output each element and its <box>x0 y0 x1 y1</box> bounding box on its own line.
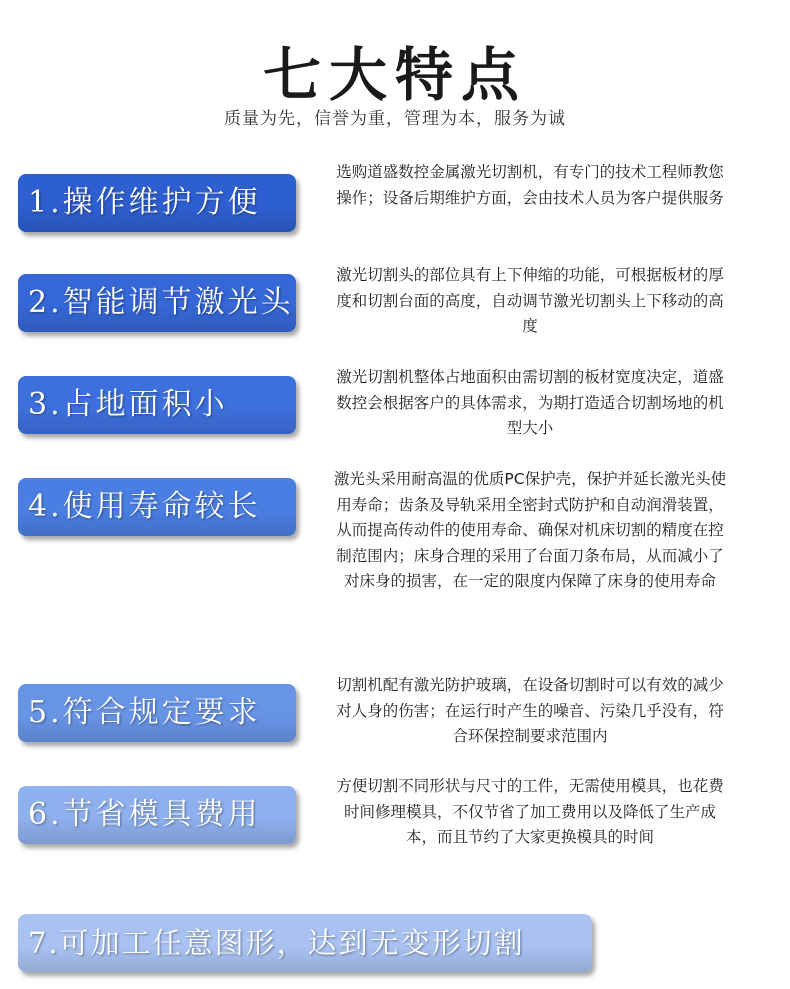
page-title: 七大特点 <box>262 41 527 109</box>
feature-7-label: 7.可加工任意图形，达到无变形切割 <box>18 914 592 972</box>
feature-6-label: 6.节省模具费用 <box>18 786 296 844</box>
feature-2-label: 2.智能调节激光头 <box>18 274 296 332</box>
page-subtitle: 质量为先，信誉为重，管理为本，服务为诚 <box>224 109 566 129</box>
feature-1-label: 1.操作维护方便 <box>18 174 296 232</box>
feature-5-label: 5.符合规定要求 <box>18 684 296 742</box>
feature-5-description: 切割机配有激光防护玻璃，在设备切割时可以有效的减少对人身的伤害；在运行时产生的噪音、污染几乎没有，符合环保控制要求范围内 <box>336 676 724 745</box>
feature-1-description: 选购道盛数控金属激光切割机，有专门的技术工程师教您操作；设备后期维护方面，会由技术人员为客户提供服务 <box>336 163 724 207</box>
feature-6-description: 方便切割不同形状与尺寸的工件，无需使用模具，也花费时间修理模具，不仅节省了加工费用以及降低了生产成本，而且节约了大家更换模具的时间 <box>336 777 724 846</box>
feature-3-description: 激光切割机整体占地面积由需切割的板材宽度决定，道盛数控会根据客户的具体需求，为期打造适合切割场地的机型大小 <box>336 368 724 437</box>
feature-4-label: 4.使用寿命较长 <box>18 478 296 536</box>
feature-4-description: 激光头采用耐高温的优质PC保护壳，保护并延长激光头使用寿命；齿条及导轨采用全密封式防护和自动润滑装置，从而提高传动件的使用寿命、确保对机床切割的精度在控制范围内；床身合理的采用了台面刀条布局，从而减小了对床身的损害，在一定的限度内保障了床身的使用寿命 <box>333 470 727 590</box>
feature-2-description: 激光切割头的部位具有上下伸缩的功能，可根据板材的厚度和切割台面的高度，自动调节激光切割头上下移动的高度 <box>336 266 724 335</box>
feature-3-label: 3.占地面积小 <box>18 376 296 434</box>
